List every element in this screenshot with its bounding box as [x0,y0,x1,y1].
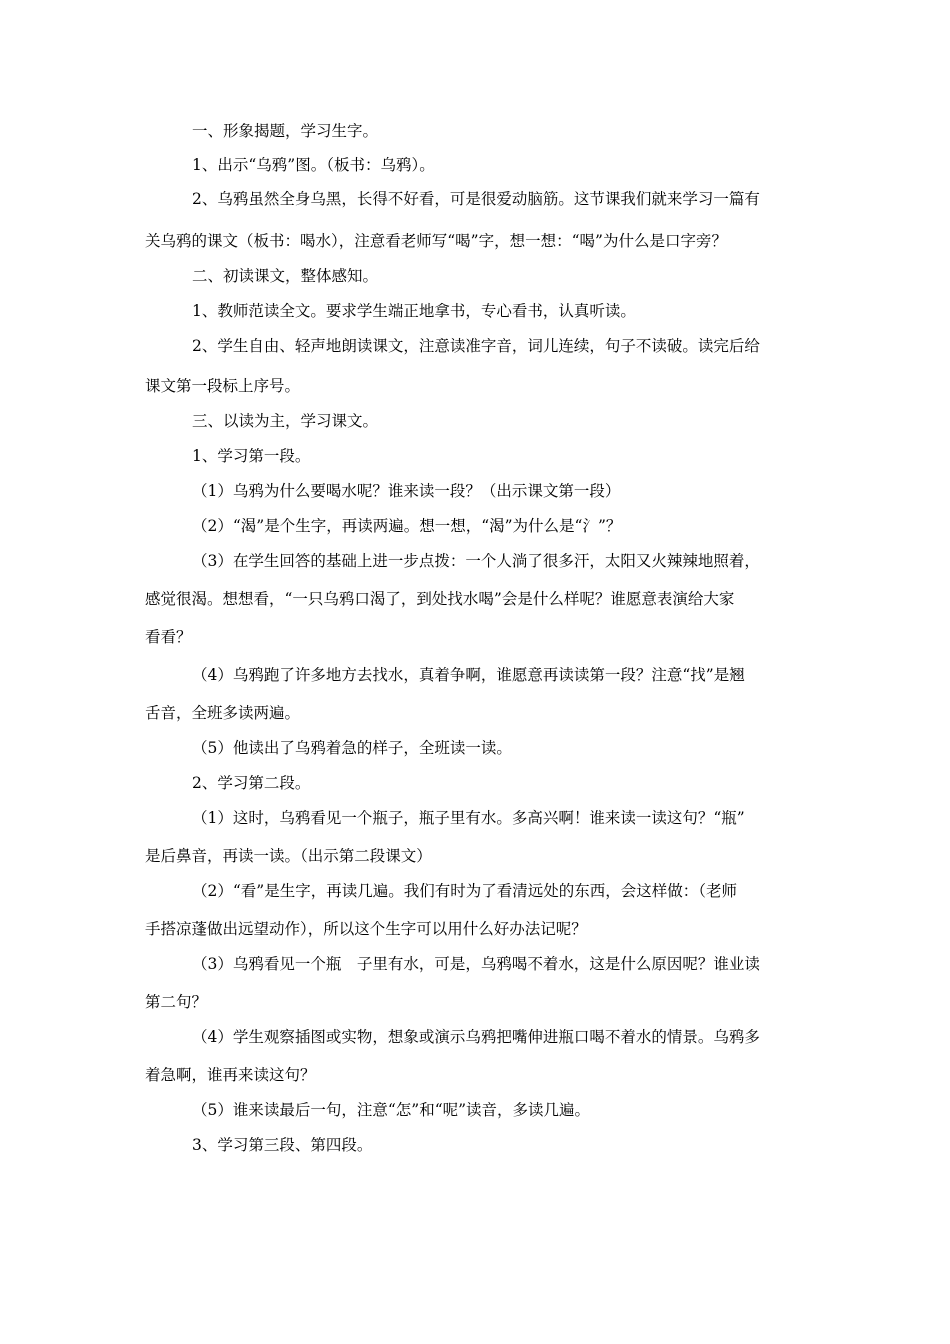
paragraph: （5）他读出了乌鸦着急的样子，全班读一读。 [192,739,512,757]
subsection-heading: 2、学习第二段。 [192,774,311,792]
paragraph: （4）乌鸦跑了许多地方去找水，真着争啊，谁愿意再读读第一段？注意“找”是翘 [192,666,745,684]
paragraph-continuation: 第二句？ [145,993,208,1011]
paragraph: （3）在学生回答的基础上进一步点拨：一个人淌了很多汗，太阳又火辣辣地照着， [192,552,760,570]
paragraph: （2）“渴”是个生字，再读两遍。想一想，“渴”为什么是“氵”？ [192,517,622,535]
paragraph: 2、乌鸦虽然全身乌黑，长得不好看，可是很爱动脑筋。这节课我们就来学习一篇有 [192,190,760,208]
paragraph-continuation: 手搭凉蓬做出远望动作），所以这个生字可以用什么好办法记呢？ [145,920,587,938]
paragraph: （4）学生观察插图或实物，想象或演示乌鸦把嘴伸进瓶口喝不着水的情景。乌鸦多 [192,1028,760,1046]
paragraph: 1、出示“乌鸦”图。（板书：乌鸦）。 [192,156,435,174]
paragraph-continuation: 关乌鸦的课文（板书：喝水），注意看老师写“喝”字，想一想：“喝”为什么是口字旁？ [145,232,727,250]
paragraph: 1、教师范读全文。要求学生端正地拿书，专心看书，认真听读。 [192,302,636,320]
paragraph: （1）乌鸦为什么要喝水呢？谁来读一段？（出示课文第一段） [192,482,621,500]
paragraph: （3）乌鸦看见一个瓶 子里有水，可是，乌鸦喝不着水，这是什么原因呢？谁业读 [192,955,760,973]
paragraph-continuation: 着急啊，谁再来读这句？ [145,1066,316,1084]
document-body [145,121,815,1155]
paragraph: （2）“看”是生字，再读几遍。我们有时为了看清远处的东西，会这样做：（老师 [192,882,737,900]
section-heading-2: 二、初读课文，整体感知。 [192,267,379,285]
paragraph-continuation: 看看？ [145,628,192,646]
section-heading-1: 一、形象揭题，学习生字。 [192,122,379,140]
paragraph-continuation: 舌音，全班多读两遍。 [145,704,301,722]
paragraph-continuation: 课文第一段标上序号。 [145,377,301,395]
paragraph-continuation: 是后鼻音，再读一读。（出示第二段课文） [145,847,432,865]
paragraph: （1）这时，乌鸦看见一个瓶子，瓶子里有水。多高兴啊！谁来读一读这句？“瓶” [192,809,745,827]
paragraph-continuation: 感觉很渴。想想看，“一只乌鸦口渴了，到处找水喝”会是什么样呢？谁愿意表演给大家 [145,590,735,608]
subsection-heading: 1、学习第一段。 [192,447,311,465]
paragraph: （5）谁来读最后一句，注意“怎”和“呢”读音，多读几遍。 [192,1101,591,1119]
subsection-heading: 3、学习第三段、第四段。 [192,1136,373,1154]
section-heading-3: 三、以读为主，学习课文。 [192,412,379,430]
paragraph: 2、学生自由、轻声地朗读课文，注意读准字音，词儿连续，句子不读破。读完后给 [192,337,760,355]
